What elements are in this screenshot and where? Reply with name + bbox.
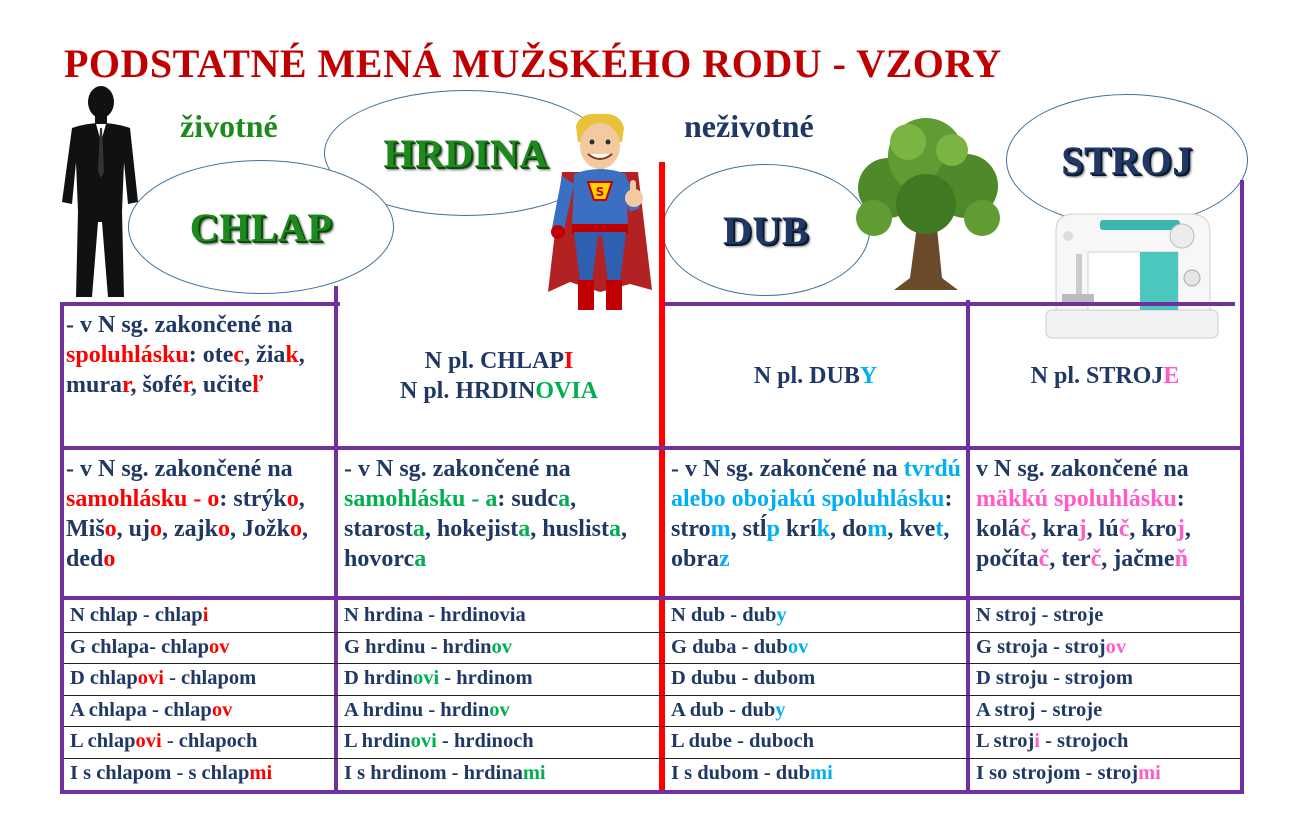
case-row-stroj-2: G stroja - strojov: [976, 636, 1127, 658]
pattern-dub-oval: [662, 164, 870, 296]
case-row-dub-5: L dube - duboch: [671, 730, 814, 752]
hrdina-vowel-rule: - v N sg. zakončené na samohlásku - a: sudca, starosta, hokejista, huslista, hovorca: [344, 456, 627, 572]
grid-row-line-1: [60, 446, 1244, 450]
pattern-hrdina: HRDINA: [383, 130, 549, 176]
case-row-stroj-4: A stroj - stroje: [976, 699, 1103, 721]
case-row-stroj-1: N stroj - stroje: [976, 604, 1104, 626]
case-row-hrdina-3: D hrdinovi - hrdinom: [344, 667, 533, 689]
pattern-dub: DUB: [723, 207, 809, 253]
category-animate: životné: [180, 108, 278, 144]
plural-chlap-hrdina: N pl. CHLAPI N pl. HRDINOVIA: [399, 348, 599, 404]
dub-consonant-rule: - v N sg. zakončené na tvrdú alebo obojakú spoluhlásku: strom, stĺp krík, dom, kvet, obraz: [671, 456, 962, 572]
oak-tree-icon: [848, 108, 1006, 292]
svg-text:S: S: [595, 185, 605, 199]
pattern-chlap-oval: [128, 160, 394, 294]
pattern-stroj: STROJ: [1061, 137, 1193, 183]
case-row-stroj-6: I so strojom - strojmi: [976, 762, 1161, 784]
chlap-vowel-rule: - v N sg. zakončené na samohlásku - o: strýko, Mišo, ujo, zajko, Jožko, dedo: [66, 456, 309, 572]
case-row-chlap-1: N chlap - chlapi: [70, 604, 209, 626]
plural-dub: N pl. DUBY: [753, 363, 878, 389]
case-row-dub-1: N dub - duby: [671, 604, 787, 626]
stroj-soft-consonant-rule: v N sg. zakončené na mäkkú spoluhlásku: koláč, kraj, lúč, kroj, počítač, terč, jačmeň: [976, 456, 1191, 572]
case-row-hrdina-4: A hrdinu - hrdinov: [344, 699, 510, 721]
plural-stroj: N pl. STROJE: [1030, 363, 1180, 389]
chlap-ending-rule: - v N sg. zakončené na spoluhlásku: otec, žiak, murar, šofér, učiteľ: [66, 312, 305, 398]
case-row-hrdina-6: I s hrdinom - hrdinami: [344, 762, 546, 784]
superhero-icon: [540, 112, 660, 314]
case-row-stroj-5: L stroji - strojoch: [976, 730, 1129, 752]
page-title: PODSTATNÉ MENÁ MUŽSKÉHO RODU - VZORY: [64, 41, 1002, 86]
grid-top-1: [60, 302, 340, 306]
case-row-hrdina-5: L hrdinovi - hrdinoch: [344, 730, 534, 752]
case-row-hrdina-1: N hrdina - hrdinovia: [344, 604, 526, 626]
case-row-dub-4: A dub - duby: [671, 699, 786, 721]
case-row-chlap-3: D chlapovi - chlapom: [70, 667, 257, 689]
category-inanimate: neživotné: [684, 108, 814, 144]
case-row-chlap-2: G chlapa- chlapov: [70, 636, 230, 658]
case-row-dub-2: G duba - dubov: [671, 636, 809, 658]
pattern-chlap: CHLAP: [189, 204, 333, 250]
case-row-dub-6: I s dubom - dubmi: [671, 762, 833, 784]
case-row-chlap-6: I s chlapom - s chlapmi: [70, 762, 273, 784]
grid-bottom: [60, 790, 1244, 794]
case-row-chlap-5: L chlapovi - chlapoch: [70, 730, 258, 752]
businessman-silhouette-icon: [58, 82, 142, 300]
grid-col-line-4: [1240, 180, 1244, 794]
case-row-dub-3: D dubu - dubom: [671, 667, 816, 689]
case-row-stroj-3: D stroju - strojom: [976, 667, 1133, 689]
case-row-hrdina-2: G hrdinu - hrdinov: [344, 636, 513, 658]
case-row-chlap-4: A chlapa - chlapov: [70, 699, 233, 721]
